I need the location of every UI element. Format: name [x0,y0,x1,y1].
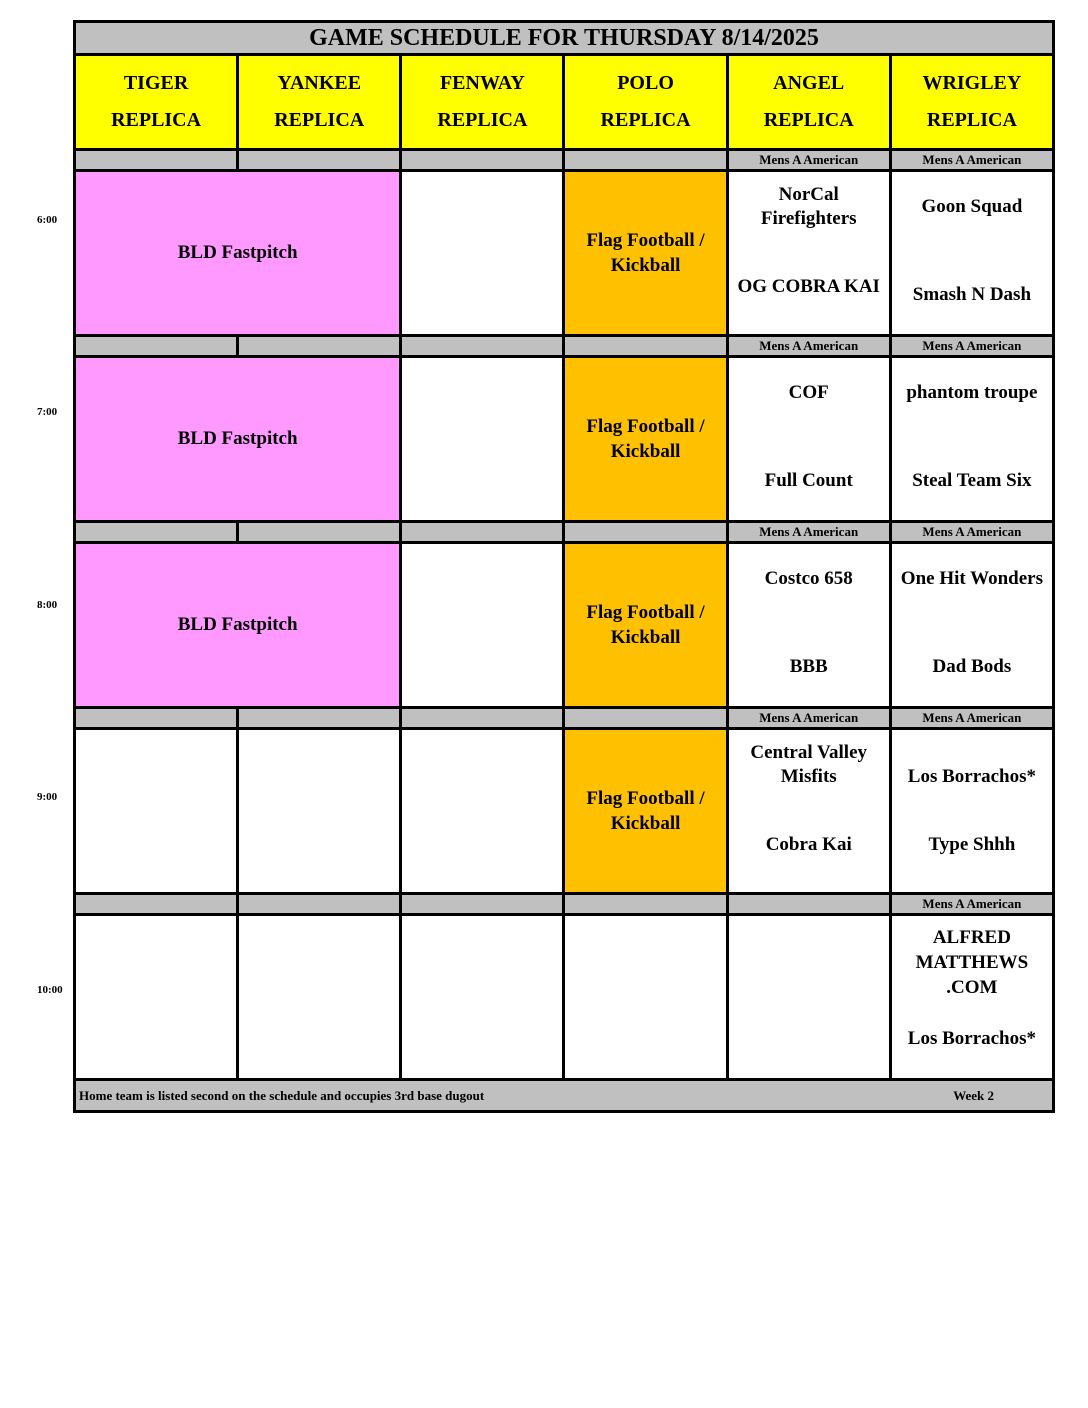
flag-kickball-block: Flag Football / Kickball [564,171,727,336]
flag-kickball-block: Flag Football / Kickball [564,729,727,894]
matchup-cell [890,357,1053,522]
division-row [75,336,1054,357]
matchup-cell [890,171,1053,336]
empty-cell [238,915,401,1080]
division-label: Mens A American [890,522,1053,543]
time-slot-row [75,171,1054,336]
away-team: NorCal Firefighters [760,184,857,229]
empty-cell [238,729,401,894]
time-label-6: 6:00 [37,214,58,226]
title-row [75,22,1054,55]
home-team: Los Borrachos* [907,1028,1037,1049]
time-slot-row [75,357,1054,522]
home-team: Steal Team Six [912,470,1032,491]
matchup-cell [890,915,1053,1080]
fastpitch-block: BLD Fastpitch [75,171,401,336]
footer-note: Home team is listed second on the schedule and occupies 3rd base dugout [79,1087,485,1103]
field-header-yankee: YANKEE REPLICA [238,55,401,150]
division-label: Mens A American [727,708,890,729]
division-row [75,894,1054,915]
division-row [75,150,1054,171]
field-header-row [75,55,1054,150]
empty-cell [564,915,727,1080]
matchup-cell [727,729,890,894]
division-label: Mens A American [727,336,890,357]
time-label-9: 9:00 [37,791,58,803]
matchup-cell [727,543,890,708]
away-team: Goon Squad [921,196,1023,217]
field-header-wrigley: WRIGLEY REPLICA [890,55,1053,150]
home-team: Cobra Kai [765,834,852,855]
empty-cell [401,729,564,894]
fastpitch-block: BLD Fastpitch [75,357,401,522]
away-team: Central Valley Misfits [750,742,868,787]
fastpitch-block: BLD Fastpitch [75,543,401,708]
away-team: COF [788,382,829,403]
field-header-angel: ANGEL REPLICA [727,55,890,150]
matchup-cell [727,171,890,336]
home-team: Full Count [764,470,853,491]
schedule-table [73,20,1055,1113]
away-team: phantom troupe [906,382,1038,403]
division-label: Mens A American [727,522,890,543]
empty-cell [401,171,564,336]
home-team: Smash N Dash [912,284,1032,305]
time-slot-row [75,915,1054,1080]
field-header-tiger: TIGER REPLICA [75,55,238,150]
week-label: Week 2 [953,1087,994,1103]
matchup-cell [890,729,1053,894]
footer-row [75,1080,1054,1112]
division-row [75,708,1054,729]
empty-cell [401,357,564,522]
home-team: OG COBRA KAI [737,276,880,297]
flag-kickball-block: Flag Football / Kickball [564,357,727,522]
home-team: BBB [789,656,828,677]
empty-cell [75,915,238,1080]
matchup-cell [727,357,890,522]
flag-kickball-block: Flag Football / Kickball [564,543,727,708]
empty-cell [727,915,890,1080]
away-team: ALFRED MATTHEWS .COM [915,927,1029,998]
time-label-8: 8:00 [37,599,58,611]
empty-cell [401,543,564,708]
time-label-7: 7:00 [37,406,58,418]
empty-cell [75,729,238,894]
schedule-sheet [73,20,1055,1113]
field-header-fenway: FENWAY REPLICA [401,55,564,150]
matchup-cell [890,543,1053,708]
time-slot-row [75,543,1054,708]
division-label: Mens A American [890,894,1053,915]
division-label: Mens A American [727,150,890,171]
field-header-polo: POLO REPLICA [564,55,727,150]
empty-cell [401,915,564,1080]
division-label: Mens A American [890,336,1053,357]
away-team: One Hit Wonders [900,568,1043,589]
division-row [75,522,1054,543]
division-label: Mens A American [890,708,1053,729]
schedule-title: GAME SCHEDULE FOR THURSDAY 8/14/2025 [75,22,1054,55]
time-label-10: 10:00 [37,984,63,996]
division-label: Mens A American [890,150,1053,171]
away-team: Los Borrachos* [907,766,1037,787]
home-team: Dad Bods [932,656,1012,677]
time-slot-row [75,729,1054,894]
away-team: Costco 658 [764,568,853,589]
home-team: Type Shhh [928,834,1016,855]
